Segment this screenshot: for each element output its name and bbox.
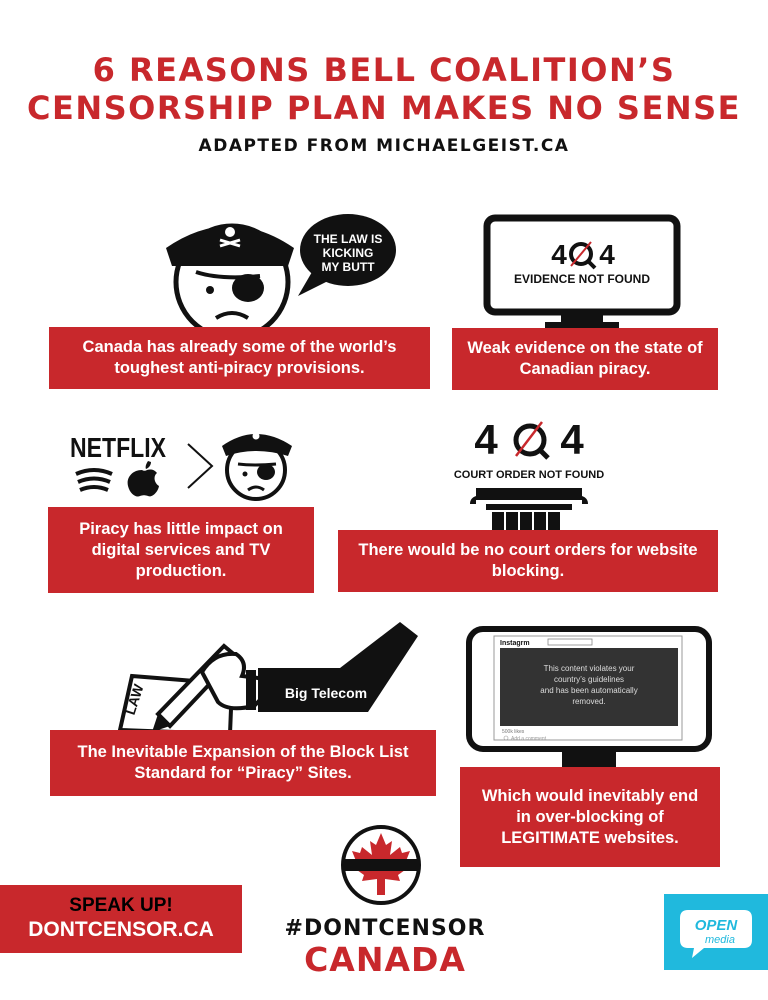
title-line-2: CENSORSHIP PLAN MAKES NO SENSE: [26, 89, 742, 127]
openmedia-bubble-icon: [664, 894, 768, 970]
pirate-face-icon: [160, 210, 420, 340]
country: CANADA: [304, 940, 466, 979]
monitor-code-right: 4: [599, 239, 615, 270]
court-label: COURT ORDER NOT FOUND: [453, 469, 605, 481]
telecom-label: Big Telecom: [284, 685, 368, 701]
speech-line-2: KICKING: [322, 246, 374, 260]
blocked-msg-3: and has been automatically: [540, 686, 638, 695]
apple-icon: [128, 461, 159, 497]
openmedia-media: media: [705, 934, 735, 946]
speak-up-label: SPEAK UP!: [69, 895, 173, 916]
title-line-1: 6 REASONS BELL COALITION’S: [92, 51, 676, 89]
blocked-msg-1: This content violates your: [543, 664, 635, 673]
comment-placeholder: Add a comment...: [511, 736, 551, 742]
blocked-content-monitor-icon: [466, 626, 712, 782]
big-telecom-signing-icon: [118, 622, 418, 734]
court-code-left: 4: [474, 416, 498, 463]
likes-count: 500k likes: [502, 729, 525, 735]
speak-up-banner[interactable]: [0, 885, 242, 953]
monitor-code-left: 4: [551, 239, 567, 270]
reason-6-box: Which would inevitably end in over-blocking of LEGITIMATE websites.: [460, 767, 720, 867]
streaming-vs-piracy-icon: [66, 420, 298, 510]
site-link[interactable]: DONTCENSOR.CA: [28, 918, 214, 941]
instagram-logo: Instagrm: [500, 640, 530, 647]
speech-line-1: THE LAW IS: [313, 232, 383, 246]
hashtag-block: [250, 916, 520, 978]
speech-line-3: MY BUTT: [321, 260, 375, 274]
greater-than-icon: [188, 444, 212, 488]
reason-3-box: Piracy has little impact on digital services and TV production.: [48, 507, 314, 593]
hashtag: #DONTCENSOR: [284, 916, 486, 941]
subtitle: ADAPTED FROM MICHAELGEIST.CA: [198, 136, 570, 156]
netflix-logo: NETFLIX: [70, 432, 167, 463]
monitor-404-icon: [483, 214, 689, 338]
blocked-msg-4: removed.: [572, 697, 606, 706]
reason-2-box: Weak evidence on the state of Canadian piracy.: [452, 328, 718, 390]
reason-5-box: The Inevitable Expansion of the Block List Standard for “Piracy” Sites.: [50, 730, 436, 796]
openmedia-logo[interactable]: [664, 894, 768, 970]
court-code-right: 4: [560, 416, 584, 463]
censored-maple-leaf-icon: [336, 823, 426, 907]
reason-4-box: There would be no court orders for website blocking.: [338, 530, 718, 592]
spotify-icon: [76, 470, 112, 490]
reason-1-box: Canada has already some of the world’s toughest anti-piracy provisions.: [49, 327, 430, 389]
blocked-msg-2: country’s guidelines: [553, 675, 625, 684]
evidence-label: EVIDENCE NOT FOUND: [513, 272, 651, 286]
court-404-icon: [438, 410, 628, 532]
openmedia-open: OPEN: [694, 917, 738, 934]
law-label: LAW: [121, 682, 147, 717]
